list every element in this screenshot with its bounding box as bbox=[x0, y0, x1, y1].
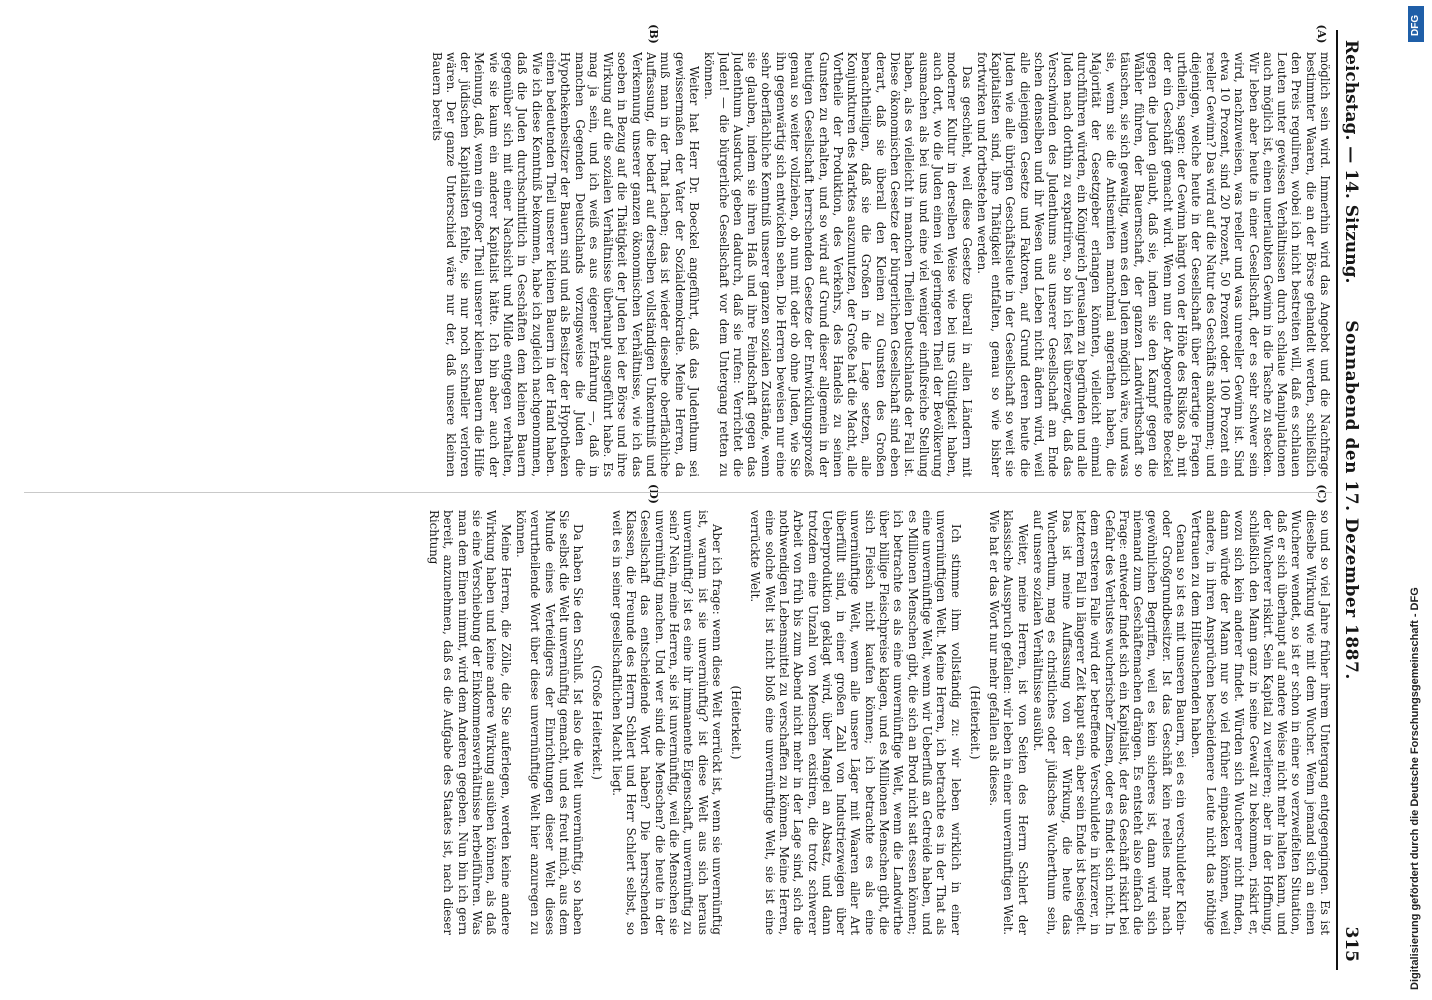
margin-marker-b: (B) bbox=[647, 24, 660, 44]
left-column bbox=[24, 52, 1332, 477]
paragraph: Das geschieht, weil diese Gesetze überall in allen Ländern mit moderner Kultur in derselben Weise wie bei uns Gültigkeit haben, auch dort, wo die Juden einen viel geringeren Theil der Bevölkerung ausmachen als bei uns und eine viel weniger einflußreiche Stellung haben, als es vielleicht in manchen Theilen Deutschlands der Fall ist. Diese ökonomischen Gesetze der bürgerlichen Gesellschaft sind eben derart, daß sie überall den Kleinen zu Gunsten des Großen benachtheiligen, daß sie die Großen in die Lage setzen, alle Konjunkturen des Marktes auszunutzen, der Große hat die Macht, alle Vortheile der Produktion, des Verkehrs, des Handels zu seinen Gunsten zu erhalten, und so wird auf Grund dieser allgemein in der heutigen Gesellschaft herrschenden Gesetze der Entwicklungsprozeß genau so weiter vollziehen, ob nun mit oder ob ohne Juden, wie Sie ihn gegenwärtig sich entwickeln sehen. Die Herren beweisen nur eine sehr oberflächliche Kenntniß unserer ganzen sozialen Zustände, wenn sie glauben, indem sie ihren Haß und ihre Feindschaft gegen das Judenthum Ausdruck geben dadurch, daß sie rufen: Verrichtet die Juden! — die bürgerliche Gesellschaft vor dem Untergang retten zu können. bbox=[702, 52, 974, 477]
page-number: 315 bbox=[1341, 926, 1361, 962]
margin-marker-a: (A) bbox=[1315, 24, 1328, 44]
paragraph: Weiter, meine Herren, ist von Seiten des Herrn Schlert der klassische Ausspruch gefallen: wir leben in einer unvernünftigen Welt. Wie hat er das Wort nur mehr gefallen als dieses. bbox=[987, 510, 1030, 935]
page-header bbox=[1336, 30, 1362, 970]
column-divider bbox=[24, 492, 1332, 493]
header-date: Sonnabend den 17. Dezember 1887. bbox=[1341, 320, 1361, 680]
right-column bbox=[24, 510, 1332, 935]
dfg-logo: DFG bbox=[1408, 6, 1424, 42]
stage-direction: (Große Heiterkeit.) bbox=[590, 665, 605, 780]
paragraph: Da haben Sie den Schluß. Ist also die Welt unvernünftig, so haben Sie selbst die Welt unvernünftig gemacht, und es freut mich, aus dem Munde eines Verteidigers der Einrichtungen dieser Welt dieses verurtheilende Wort über diese unvernünftige Welt hier anzuregen zu können. bbox=[513, 510, 586, 935]
paragraph: Weiter hat Herr Dr. Boeckel angeführt, daß das Judenthum sei gewissermaßen der Vater der Sozialdemokratie. Meine Herren, da muß man in der That lachen; das ist wieder dieselbe oberflächliche Auffassung, die bedarf auf derselben vollständigen Unkenntniß und Verkennung unserer ganzen ökonomischen Verhältnisse, wie ich das soeben in Bezug auf die Thätigkeit der Juden bei der Börse und ihre Wirkung auf die sozialen Verhältnisse überhaupt ausgeführt habe. Es mag ja sein, und ich weiß es aus eigener Erfahrung —, daß in manchen Gegenden Deutschlands vorzugsweise die Juden die Hypothekenbesitzer der Bauern sind und als Besitzer der Hypotheken einen bedeutenden Theil unserer kleinen Bauern in der Hand haben. Wie ich diese Kenntniß bekommen, habe ich zugleich nachgenommen, daß die Juden durchschnittlich in Geschäften dem kleinen Bauern gegenüber sich mit einer Nachsicht und Milde entgegen verhalten, wie sie kaum ein anderer Kapitalist hätte. Ich bin aber auch der Meinung, daß, wenn ein großer Theil unserer kleinen Bauern die Hilfe der jüdischen Kapitalisten fehlte, sie nur noch schneller verloren wären. Der ganze Unterschied wäre nur der, daß unsere kleinen Bauern bereits bbox=[429, 52, 701, 477]
stage-direction: (Heiterkeit.) bbox=[967, 685, 982, 760]
paragraph: Ich stimme ihm vollständig zu: wir leben wirklich in einer unvernünftigen Welt. Meine Herren, ich betrachte es in der That als eine unvernünftige Welt, wenn wir Ueberfluß an Getreide haben, und es Millionen Menschen gibt, die sich an Brod nicht satt essen können; ich betrachte es als eine unvernünftige Welt, wenn die Landwirthe über billige Fleischpreise klagen, und es Millionen Menschen gibt, die sich Fleisch nicht kaufen können; ich betrachte es als eine unvernünftige Welt, wenn alle unsere Läger mit Waaren aller Art überfüllt sind, in einer großen Zahl von Industriezweigen über Ueberproduktion geklagt wird, über Mangel an Absatz, und dann trotzdem eine Unzahl von Menschen existiren, die trotz schwerer Arbeit von früh bis zum Abend nicht mehr in der Lage sind, sich die nothwendigen Lebensmittel zu verschaffen zu können. Meine Herren, eine solche Welt ist nicht bloß eine unvernünftige Welt, sie ist eine verrückte Welt. bbox=[748, 510, 963, 935]
paragraph: Meine Herren, die Zölle, die Sie auferlegen, werden keine andere Wirkung haben und keine andere Wirkung ausüben können, als daß sie eine Verschiebung der Einkommensverhältnisse herbeiführen. Was man dem Einen nimmt, wird dem Anderen gegeben. Nun bin ich gern bereit, anzunehmen, daß es die Aufgabe des Staates ist, nach dieser Richtung bbox=[427, 510, 513, 935]
digitization-credit: Digitalisierung gefördert durch die Deutsche Forschungsgemeinschaft - DFG bbox=[1409, 587, 1421, 990]
dfg-credit-bar bbox=[1406, 0, 1428, 1000]
paragraph: möglich sein wird. Immerhin wird das Angebot und die Nachfrage bestimmter Waaren, die an der Börse gehandelt werden, schließlich den Preis reguliren, wobei ich nicht bestreiten will, daß es schlauen Leuten unter gewissen Verhältnissen durch schlaue Manipulationen auch möglich ist, einen unerlaubten Gewinn in die Tasche zu stecken. Wir leben aber heute in einer Gesellschaft, der es sehr schwer sein wird, nachzuweisen, was reeller und was unreeller Gewinn ist. Sind etwa 10 Prozent, sind 20 Prozent, 50 Prozent oder 100 Prozent ein reeller Gewinn? Das wird auf die Natur des Geschäfts ankommen; und diejenigen, welche heute in der Gesellschaft über derartige Fragen urtheilen, sagen: der Gewinn hängt von der Höhe des Risikos ab, mit der ein Geschäft gemacht wird. Wenn nun der Abgeordnete Boeckel gegen die Juden glaubt, daß sie, indem sie den Kampf gegen die Wähler führen, der Bauernschaft, der ganzen Landwirthschaft so täuschen, sie sich gewaltig, wenn es den Juden möglich wäre, und was sie, wenn sie die Antisemiten manchmal angerathen haben, die Majorität der Gesetzgeber erlangen könnten, vielleicht einmal durchführen würden, ein Königreich Jerusalem zu begründen und alle Juden nach dorthin zu expatriiren, so bin ich fest überzeugt, daß das Verschwinden des Judenthums aus unserer Gesellschaft am Ende schen denselben und ihr Wesen und Leben nicht ändern wird, weil alle diejenigen Gesetze und Faktoren, auf Grund deren heute die Juden wie alle übrigen Geschäftsleute in der Gesellschaft so weit sie Kapitalisten sind, ihre Thätigkeit entfalten, genau so wie bisher fortwirken und fortbestehen werden. bbox=[974, 52, 1332, 477]
paragraph: Genau so ist es mit unseren Bauern, sei es ein verschuldeter Klein- oder Großgrundbesitzer. Ist das Geschäft kein reelles mehr nach gewöhnlichen Begriffen, weil es kein sicheres ist, dann wird sich niemand zum Geschäftemachen drängen. Es entsteht also einfach die Frage: entweder findet sich ein Kapitalist, der das Geschäft riskirt bei Gefahr des Verlustes wucherischer Zinsen, oder es findet sich nicht. In dem ersteren Falle wird der betreffende Verschuldete in kürzerer, in letzterem Fall in längerer Zeit kaput sein, aber sein Ende ist besiegelt. Das ist meine Auffassung von der Wirkung, die heute das Wucherthum, mag es christliches oder jüdisches Wucherthum sein, auf unsere sozialen Verhältnisse ausübt. bbox=[1031, 510, 1189, 935]
header-session: Reichstag. — 14. Sitzung. bbox=[1341, 40, 1361, 284]
margin-marker-d: (D) bbox=[647, 484, 660, 504]
margin-marker-c: (C) bbox=[1315, 484, 1328, 504]
paragraph: Aber ich frage: wenn diese Welt verrückt ist, wenn sie unvernünftig ist, warum ist sie unvernünftig? ist diese Welt aus sich heraus unvernünftig? ist es eine ihr immanente Eigenschaft, unvernünftig zu sein? Nein, meine Herren, sie ist unvernünftig, weil die Menschen sie unvernünftig machen. Und wer sind die Menschen? die heute in der Gesellschaft das entscheidende Wort haben? Die herrschenden Klassen, die Freunde des Herrn Schlert und Herr Schlert selbst, so weit es in seiner gesellschaftlichen Macht liegt. bbox=[609, 510, 724, 935]
paragraph: so und so viel Jahre früher ihrem Untergang entgegengingen. Es ist dieselbe Wirkung wie mit dem Wucher. Wenn jemand sich an einen Wucherer wendet, so ist er schon in einer so verzweifelten Situation, daß er sich überhaupt auf andere Weise nicht mehr halten kann, und der Wucherer riskirt. Sein Kapital zu verlieren; aber in der Hoffnung, schließlich den Mann ganz in seine Gewalt zu bekommen, riskirt er, wozu sich kein anderer findet. Würden sich Wucherer nicht finden, dann würde der Mann nur so viel früher einpacken können, weil andere, in ihren Ansprüchen bescheidenere Leute nicht das nöthige Vertrauen zu dem Hilfesuchenden haben. bbox=[1189, 510, 1332, 935]
stage-direction: (Heiterkeit.) bbox=[729, 685, 744, 760]
